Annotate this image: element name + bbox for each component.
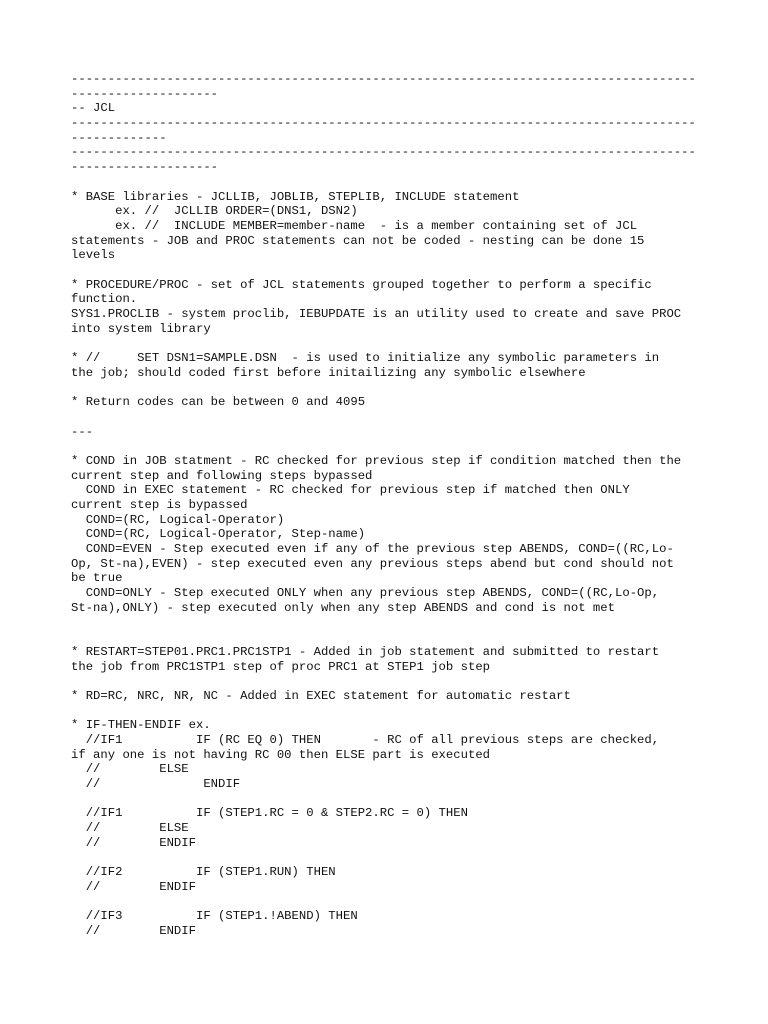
text-line: * PROCEDURE/PROC - set of JCL statements grouped together to perform a specific [71,277,652,292]
text-line: -- JCL [71,101,116,116]
blank-line [71,336,704,351]
text-line: current step is bypassed [71,497,248,512]
text-line: ex. // INCLUDE MEMBER=member-name - is a member containing set of JCL [71,218,638,233]
blank-line [71,410,704,425]
text-line: --- [71,424,94,439]
text-line: // ENDIF [71,835,196,850]
text-line: the job from PRC1STP1 step of proc PRC1 at STEP1 job step [71,659,491,674]
text-line: function. [71,292,138,307]
text-line: // ELSE [71,762,189,777]
text-line: * BASE libraries - JCLLIB, JOBLIB, STEPLIB, INCLUDE statement [71,189,520,204]
text-line: statements - JOB and PROC statements can not be coded - nesting can be done 15 [71,233,645,248]
blank-line [71,850,704,865]
text-line: SYS1.PROCLIB - system proclib, IEBUPDATE is an utility used to create and save PROC [71,307,682,321]
text-line: -------------------- [71,160,219,175]
blank-line [71,674,704,689]
blank-line [71,439,704,454]
text-line: into system library [71,321,211,336]
text-line: * RESTART=STEP01.PRC1.PRC1STP1 - Added in job statement and submitted to restart [71,644,660,659]
document-body [71,72,704,939]
text-line: levels [71,248,116,263]
text-line: current step and following steps bypassed [71,468,373,483]
blank-line [71,704,704,719]
text-line: // ENDIF [71,777,241,791]
text-line: -------------------- [71,86,219,101]
text-line: //IF1 IF (STEP1.RC = 0 & STEP2.RC = 0) THEN [71,806,468,821]
text-line: ------------------------------------------------------------------------------------- [71,116,696,131]
text-line: * // SET DSN1=SAMPLE.DSN - is used to initialize any symbolic parameters in [71,351,660,366]
text-line: be true [71,571,123,586]
blank-line [71,175,704,190]
text-line: //IF1 IF (RC EQ 0) THEN - RC of all previous steps are checked, [71,732,660,747]
text-line: ex. // JCLLIB ORDER=(DNS1, DSN2) [71,204,358,219]
text-line: // ENDIF [71,879,196,894]
text-line: ------------------------------------------------------------------------------------- [71,72,696,86]
blank-line [71,895,704,910]
blank-line [71,792,704,807]
text-line: COND=(RC, Logical-Operator) [71,512,285,527]
text-line: ------------------------------------------------------------------------------------- [71,145,696,160]
text-line: Op, St-na),EVEN) - step executed even any previous steps abend but cond should not [71,556,674,571]
blank-line [71,630,704,645]
text-line: COND=ONLY - Step executed ONLY when any previous step ABENDS, COND=((RC,Lo-Op, [71,586,660,601]
blank-line [71,380,704,395]
text-line: COND=(RC, Logical-Operator, Step-name) [71,527,366,542]
text-line: * COND in JOB statment - RC checked for previous step if condition matched then the [71,453,682,468]
text-line: * Return codes can be between 0 and 4095 [71,395,366,410]
blank-line [71,615,704,630]
text-line: * IF-THEN-ENDIF ex. [71,718,211,733]
text-line: //IF3 IF (STEP1.!ABEND) THEN [71,909,358,924]
text-line: the job; should coded first before initailizing any symbolic elsewhere [71,365,586,380]
text-line: COND=EVEN - Step executed even if any of the previous step ABENDS, COND=((RC,Lo- [71,542,674,556]
text-line: // ENDIF [71,923,196,938]
text-line: ------------- [71,130,167,145]
text-line: St-na),ONLY) - step executed only when any step ABENDS and cond is not met [71,600,615,615]
text-line: COND in EXEC statement - RC checked for previous step if matched then ONLY [71,483,630,498]
blank-line [71,263,704,278]
text-line: // ELSE [71,821,189,836]
text-line: //IF2 IF (STEP1.RUN) THEN [71,865,336,880]
text-line: if any one is not having RC 00 then ELSE part is executed [71,747,491,762]
text-line: * RD=RC, NRC, NR, NC - Added in EXEC statement for automatic restart [71,688,571,703]
